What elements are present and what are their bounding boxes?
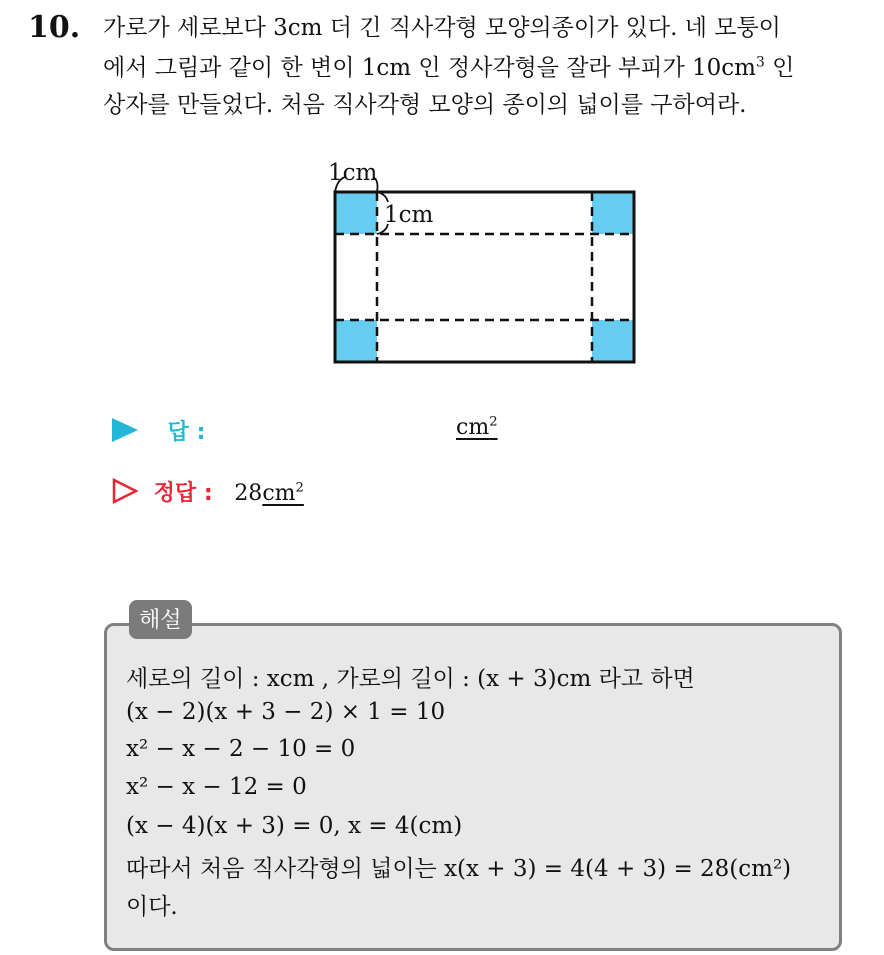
- correct-answer-label: 정답 :: [153, 481, 213, 506]
- explanation-line-1: 세로의 길이 : xcm , 가로의 길이 : (x + 3)cm 라고 하면: [126, 666, 695, 692]
- corner-square-bottom-left: [335, 320, 377, 362]
- explanation-line-6: 따라서 처음 직사각형의 넓이는 x(x + 3) = 4(4 + 3) = 28(cm²): [126, 856, 792, 882]
- question-line-2: [103, 52, 794, 84]
- question-line-2-text: 에서 그림과 같이 한 변이 1cm 인 정사각형을 잘라 부피가 10cm: [103, 55, 756, 81]
- question-line-3: 상자를 만들었다. 처음 직사각형 모양의 종이의 넓이를 구하여라.: [103, 92, 747, 118]
- play-outline-icon: [112, 478, 138, 504]
- label-side: 1cm: [384, 202, 434, 228]
- question-number: 10.: [28, 10, 81, 45]
- answer-label: 답 :: [167, 420, 206, 445]
- explanation-line-5: (x − 4)(x + 3) = 0, x = 4(cm): [126, 813, 463, 839]
- correct-answer-value: 28: [234, 481, 263, 506]
- corner-square-top-left: [335, 192, 377, 234]
- explanation-line-2: (x − 2)(x + 3 − 2) × 1 = 10: [126, 699, 446, 725]
- volume-exponent: 3: [755, 54, 765, 71]
- correct-answer-unit: $cm^2$: [262, 480, 304, 506]
- box-net-diagram: [300, 150, 660, 380]
- question-line-2-end: 인: [764, 55, 795, 81]
- fold-lines: [335, 192, 634, 362]
- answer-row: [112, 415, 205, 446]
- play-icon: [112, 418, 138, 442]
- question-line-1: 가로가 세로보다 3cm 더 긴 직사각형 모양의종이가 있다. 네 모퉁이: [103, 15, 781, 41]
- corner-square-top-right: [592, 192, 634, 234]
- correct-answer-row: [112, 476, 304, 507]
- paper-outline: [335, 192, 634, 362]
- label-top: 1cm: [328, 160, 378, 186]
- explanation-line-4: x² − x − 12 = 0: [126, 774, 307, 800]
- explanation-line-3: x² − x − 2 − 10 = 0: [126, 736, 356, 762]
- explanation-tag: 해설: [129, 600, 192, 639]
- corner-square-bottom-right: [592, 320, 634, 362]
- corner-squares: [335, 192, 634, 362]
- explanation-line-7: 이다.: [126, 894, 178, 920]
- answer-unit: $cm^2$: [456, 414, 498, 440]
